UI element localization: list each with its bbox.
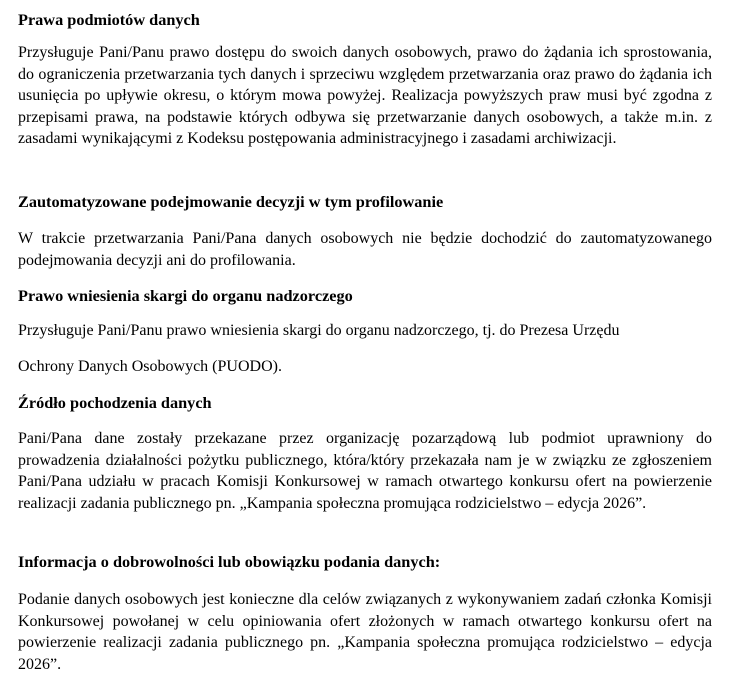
section-heading-complaint-right: Prawo wniesienia skargi do organu nadzorczego xyxy=(18,286,353,305)
paragraph-complaint-right-line-2: Ochrony Danych Osobowych (PUODO). xyxy=(18,358,282,375)
paragraph-automated-decisions: W trakcie przetwarzania Pani/Pana danych osobowych nie będzie dochodzić do zautomatyzowanego podejmowania decyzji ani do profilowania. xyxy=(18,230,712,269)
paragraph-voluntary-obligation: Podanie danych osobowych jest konieczne dla celów związanych z wykonywaniem zadań członka Komisji Konkursowej powołanej w celu opiniowania ofert złożonych w ramach otwartego konkursu ofert na powierzenie realizacji zadania publicznego pn. „Kampania społeczna promująca rodzicielstwo – edycja 2026”. xyxy=(18,591,712,673)
section-heading-automated-decisions: Zautomatyzowane podejmowanie decyzji w tym profilowanie xyxy=(18,192,444,211)
section-heading-voluntary-obligation: Informacja o dobrowolności lub obowiązku podania danych: xyxy=(18,552,441,571)
section-heading-data-source: Źródło pochodzenia danych xyxy=(18,393,212,412)
paragraph-data-source: Pani/Pana dane zostały przekazane przez organizację pozarządową lub podmiot uprawniony do prowadzenia działalności pożytku publicznego, która/który przekazała nam je w związku ze zgłoszeniem Pani/Pana udziału w pracach Komisji Konkursowej w ramach otwartego konkursu ofert na powierzenie realizacji zadania publicznego pn. „Kampania społeczna promująca rodzicielstwo – edycja 2026”. xyxy=(18,430,712,512)
paragraph-data-subject-rights: Przysługuje Pani/Panu prawo dostępu do swoich danych osobowych, prawo do żądania ich sprostowania, do ograniczenia przetwarzania tych danych i sprzeciwu względem przetwarzania oraz prawo do żądania ich usunięcia po upływie okresu, o którym mowa powyżej. Realizacja powyższych praw musi być zgodna z przepisami prawa, na podstawie których odbywa się przetwarzanie danych osobowych, a także m.in. z zasadami wynikającymi z Kodeksu postępowania administracyjnego i zasadami archiwizacji. xyxy=(18,44,712,147)
paragraph-complaint-right-line-1: Przysługuje Pani/Panu prawo wniesienia skargi do organu nadzorczego, tj. do Prezesa Urzędu xyxy=(18,322,620,339)
section-heading-data-subject-rights: Prawa podmiotów danych xyxy=(18,10,200,29)
